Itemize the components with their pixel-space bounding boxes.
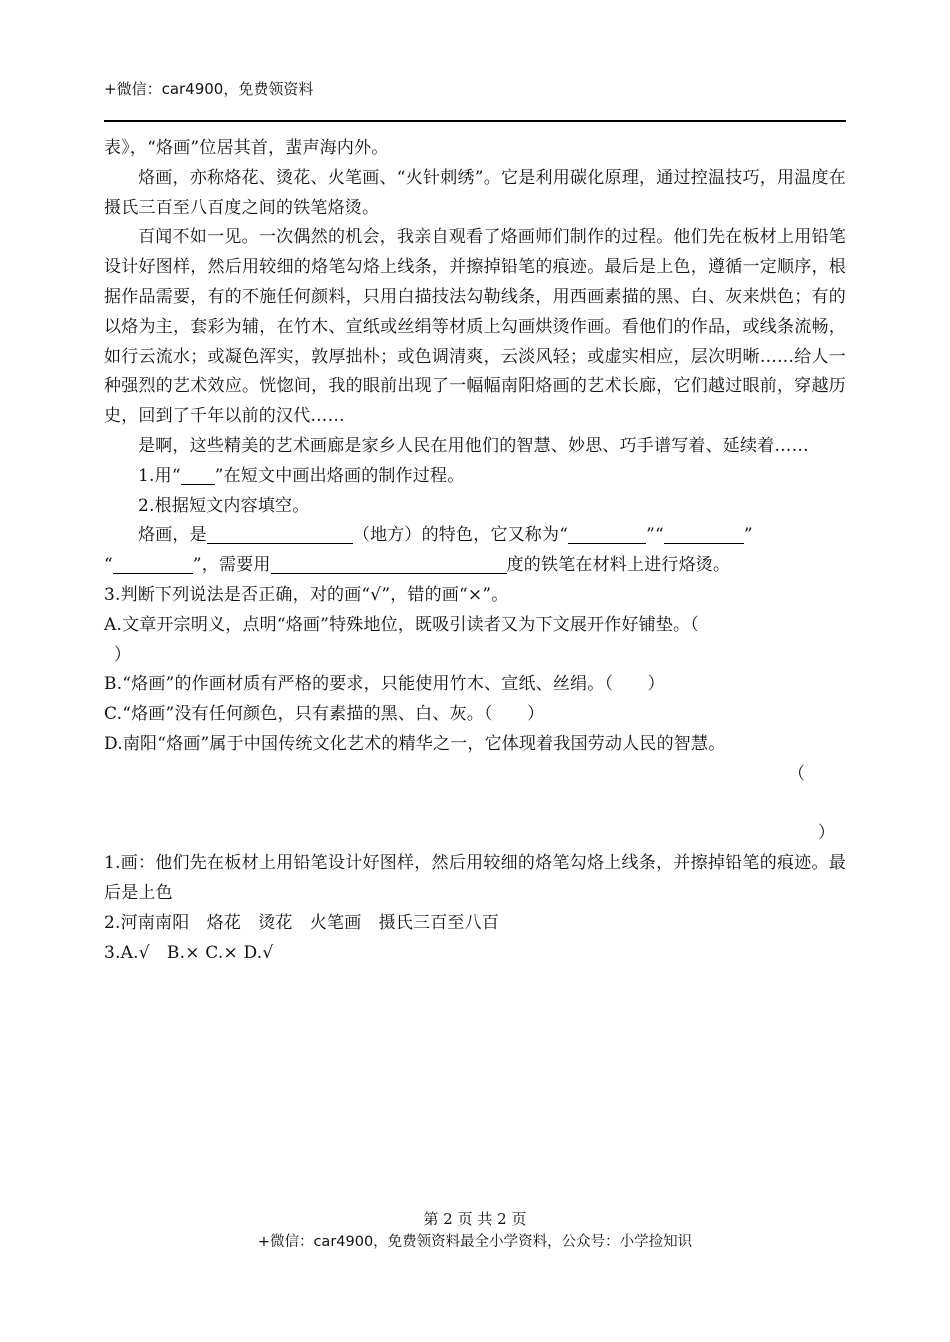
answer-1: 1.画：他们先在板材上用铅笔设计好图样，然后用较细的烙笔勾烙上线条，并擦掉铅笔的痕迹。最后是上色 — [104, 853, 846, 903]
option-d: D.南阳“烙画”属于中国传统文化艺术的精华之一，它体现着我国劳动人民的智慧。 — [104, 733, 726, 754]
answer-3: 3.A.√ B.× C.× D.√ — [104, 942, 274, 963]
header-rule — [104, 120, 846, 122]
document-body — [104, 134, 846, 968]
blank-name-3[interactable] — [113, 555, 193, 574]
option-d-close: ） — [818, 823, 836, 844]
question-3: 3.判断下列说法是否正确，对的画“√”，错的画“×”。 — [104, 584, 509, 605]
page-number: 第 2 页 共 2 页 — [423, 1210, 527, 1228]
blank-temperature[interactable] — [271, 555, 507, 574]
fill-line-1: 烙画，是 （地方）的特色，它又称为“ ”“ ” — [138, 525, 753, 546]
paragraph-3: 是啊，这些精美的艺术画廊是家乡人民在用他们的智慧、妙思、巧手谱写着、延续着…… — [138, 435, 809, 456]
question-1: 1.用“ ”在短文中画出烙画的制作过程。 — [138, 465, 465, 486]
spacer — [104, 790, 846, 820]
blank-name-2[interactable] — [664, 525, 744, 544]
fill-line-2: “ ”，需要用 度的铁笔在材料上进行烙烫。 — [104, 555, 731, 576]
page-header: +微信：car4900，免费领资料 — [104, 80, 314, 98]
answer-2: 2.河南南阳 烙花 烫花 火笔画 摄氏三百至八百 — [104, 912, 500, 933]
blank-name-1[interactable] — [568, 525, 646, 544]
question-2: 2.根据短文内容填空。 — [138, 495, 310, 516]
option-a-close: ） — [114, 644, 132, 665]
paragraph-0: 表》，“烙画”位居其首，蜚声海内外。 — [104, 138, 389, 158]
blank-place[interactable] — [207, 525, 353, 544]
footer-note: +微信：car4900，免费领资料最全小学资料，公众号：小学捡知识 — [257, 1234, 693, 1250]
option-c: C.“烙画”没有任何颜色，只有素描的黑、白、灰。（ ） — [104, 704, 545, 725]
paragraph-2: 百闻不如一见。一次偶然的机会，我亲自观看了烙画师们制作的过程。他们先在板材上用铅笔设计好图样，然后用较细的烙笔勾烙上线条，并擦掉铅笔的痕迹。最后是上色，遵循一定顺序，根据作品需要，有的不施任何颜料，只用白描技法勾勒线条，用西画素描的黑、白、灰来烘色；有的以烙为主，套彩为辅，在竹木、宣纸或丝绢等材质上勾画烘烫作画。看他们的作品，或线条流畅，如行云流水；或凝色浑实，敦厚拙朴；或色调清爽，云淡风轻；或虚实相应，层次明晰……给人一种强烈的艺术效应。恍惚间，我的眼前出现了一幅幅南阳烙画的艺术长廊，它们越过眼前，穿越历史，回到了千年以前的汉代…… — [104, 227, 846, 427]
option-a: A.文章开宗明义，点明“烙画”特殊地位，既吸引读者又为下文展开作好铺垫。（ — [104, 614, 699, 635]
option-d-open: （ — [788, 763, 806, 784]
paragraph-1: 烙画，亦称烙花、烫花、火笔画、“火针刺绣”。它是利用碳化原理，通过控温技巧，用温度在摄氏三百至八百度之间的铁笔烙烫。 — [104, 167, 846, 218]
option-b: B.“烙画”的作画材质有严格的要求，只能使用竹木、宣纸、丝绢。（ ） — [104, 674, 665, 695]
answer-blank[interactable] — [181, 466, 215, 485]
